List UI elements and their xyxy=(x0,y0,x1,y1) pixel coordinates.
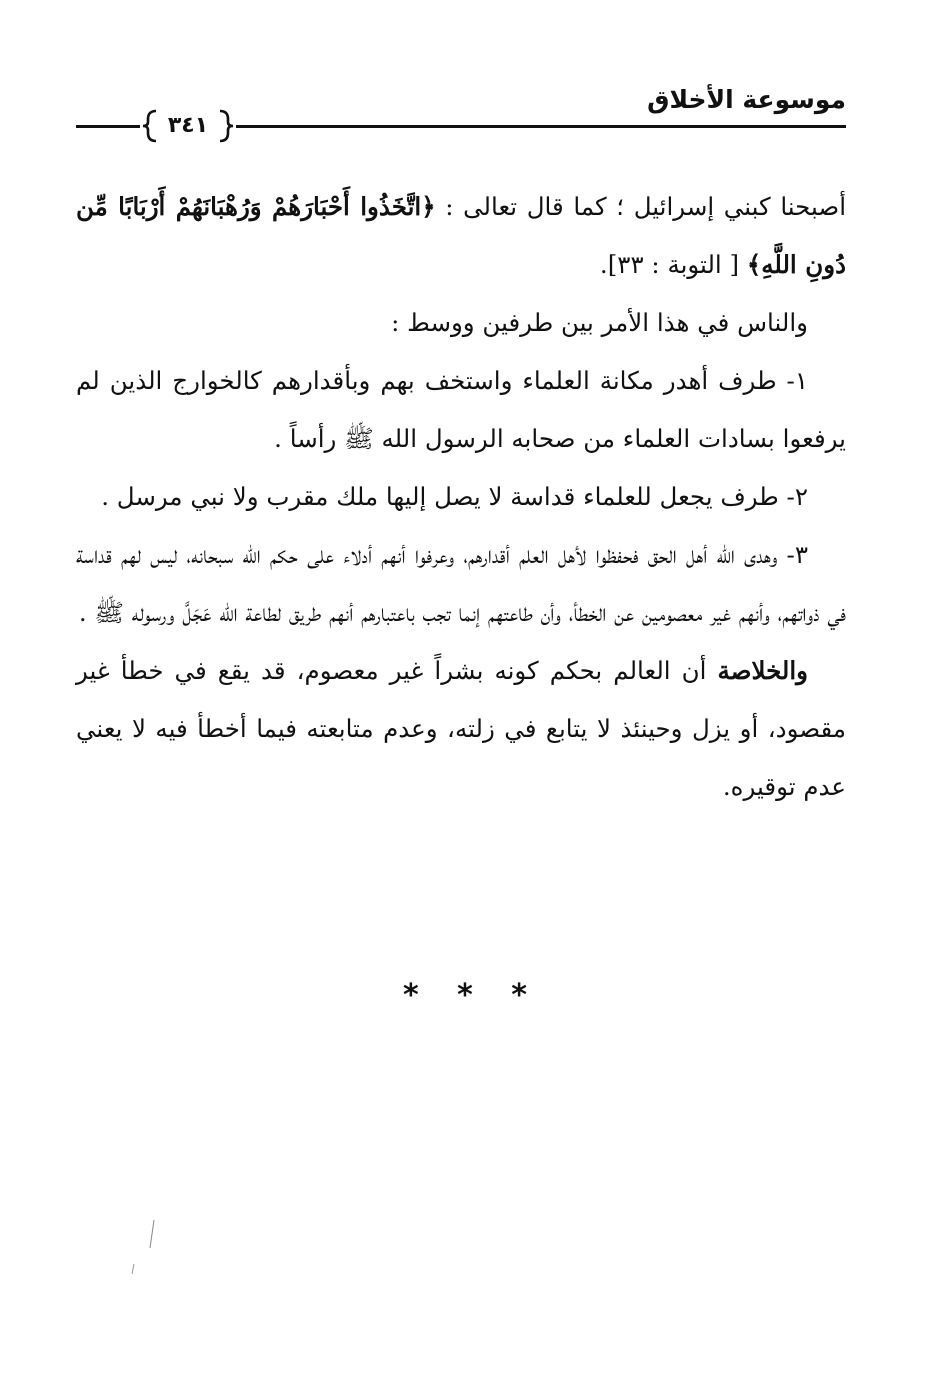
verse-reference: [ التوبة : ٣٣]. xyxy=(599,250,747,279)
page-number-frame xyxy=(142,107,234,145)
page-number: ٣٤١ xyxy=(167,113,209,138)
paragraph-quote xyxy=(76,178,846,294)
paragraph-1-intro: أصبحنا كبني إسرائيل ؛ كما قال تعالى : xyxy=(435,192,847,221)
paragraph-point-1: ١- طرف أهدر مكانة العلماء واستخف بهم وبأقدارهم كالخوارج الذين لم يرفعوا بسادات العلماء من صحابه الرسول الله ﷺ رأساً . xyxy=(76,366,846,453)
section-separator: * * * xyxy=(403,978,541,1013)
paragraph-conclusion xyxy=(76,642,846,816)
conclusion-lead-word: والخلاصة xyxy=(717,656,808,685)
header-rule-right xyxy=(236,125,846,128)
quran-verse: ﴿اتَّخَذُوا أَحْبَارَهُمْ وَرُهْبَانَهُمْ أَرْبَابًا مِّن دُونِ اللَّهِ﴾ xyxy=(76,192,846,279)
paragraph-2: والناس في هذا الأمر بين طرفين ووسط : xyxy=(391,308,808,337)
page-header xyxy=(76,82,846,142)
paragraph-point-2: ٢- طرف يجعل للعلماء قداسة لا يصل إليها ملك مقرب ولا نبي مرسل . xyxy=(101,482,808,511)
stray-pen-mark xyxy=(124,1218,164,1278)
page-body xyxy=(76,178,846,816)
header-rule-left xyxy=(76,125,140,128)
conclusion-text: أن العالم بحكم كونه بشراً غير معصوم، قد يقع في خطأ غير مقصود، أو يزل وحينئذ لا يتابع في زلته، وعدم متابعته فيما أخطأ فيه لا يعني عدم توقيره. xyxy=(76,656,846,801)
book-title: موسوعة الأخلاق xyxy=(647,85,846,114)
paragraph-point-3: ٣- وهدى الله أهل الحق فحفظوا لأهل العلم أقدارهم، وعرفوا أنهم أدلاء على حكم الله سبحانه، ليس لهم قداسة في ذواتهم، وأنهم غير معصومين عن الخطأ، وأن طاعتهم إنما تجب باعتبارهم أنهم طريق لطاعة الله عَجَلَّ ورسوله ﷺ . xyxy=(76,540,846,627)
